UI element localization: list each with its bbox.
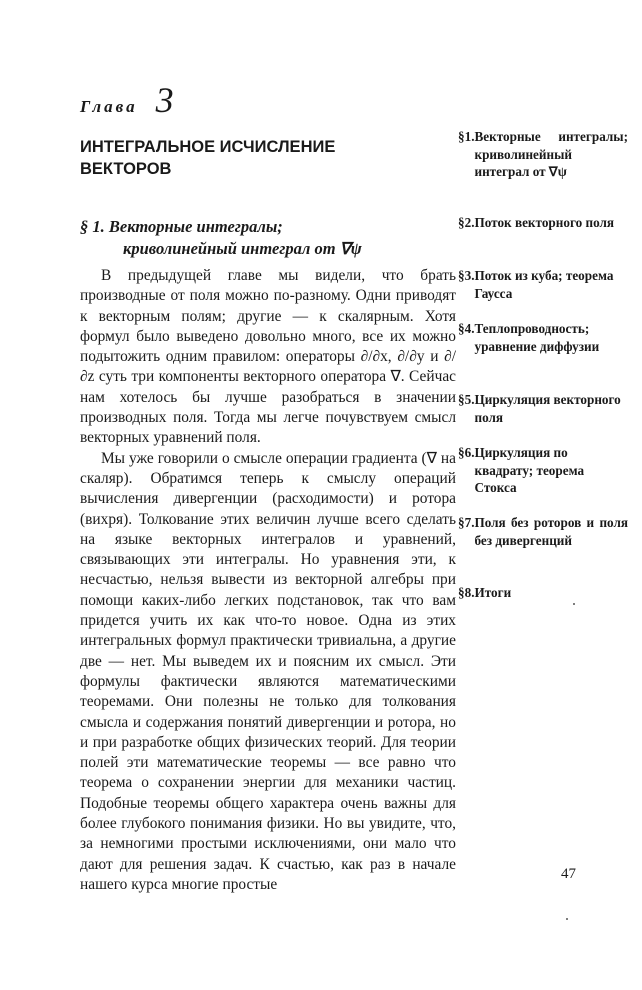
toc-item-8 [458, 584, 628, 602]
toc-item-4 [458, 320, 628, 355]
toc-number: §4. [458, 321, 475, 336]
toc-item-7 [458, 514, 628, 549]
section-heading [80, 216, 460, 260]
toc-item-5 [458, 391, 628, 426]
chapter-number: 3 [155, 80, 174, 120]
section-heading-line-1: § 1. Векторные интегралы; [80, 217, 283, 236]
toc-title: Поток векторного поля [474, 215, 615, 230]
toc-number: §8. [458, 585, 475, 600]
chapter-title-line-1: ИНТЕГРАЛЬНОЕ ИСЧИСЛЕНИЕ [80, 138, 336, 156]
toc-title: Циркуляция векторного поля [474, 392, 621, 425]
body-text [80, 266, 456, 895]
toc-title: Поля без роторов и поля без дивергенций [474, 515, 628, 548]
toc-title: Итоги [474, 585, 512, 600]
chapter-title [80, 136, 380, 180]
toc-title: Циркуляция по квадрату; теорема Стокса [474, 445, 585, 496]
toc-item-1 [458, 128, 628, 181]
print-speck [573, 603, 575, 605]
page-number: 47 [561, 866, 576, 882]
paragraph-1: В предыдущей главе мы видели, что брать производные от поля можно по-разному. Одни приводят к векторным полям; другие — к скалярным. Хотя формул было выведено довольно много, все их можно подытожить одним правилом: операторы ∂/∂x, ∂/∂y и ∂/∂z суть три компоненты векторного оператора ∇. Сейчас нам хотелось бы лучше разобраться в значении производных поля. Тогда мы легче почувствуем смысл векторных уравнений поля. [80, 267, 456, 447]
chapter-label [80, 82, 174, 118]
toc-number: §7. [458, 515, 475, 530]
chapter-title-line-2: ВЕКТОРОВ [80, 160, 172, 178]
toc-title: Векторные интегралы; криволинейный интеграл от ∇ψ [474, 129, 628, 180]
toc-item-3 [458, 267, 628, 302]
toc-title: Поток из куба; теорема Гаусса [474, 268, 614, 301]
section-heading-line-2: криволинейный интеграл от ∇ψ [123, 239, 362, 258]
chapter-word: Глава [80, 97, 138, 116]
toc-item-2 [458, 214, 628, 232]
print-speck [566, 918, 568, 920]
toc-number: §3. [458, 268, 475, 283]
toc-number: §5. [458, 392, 475, 407]
toc-title: Теплопроводность; уравнение диффузии [474, 321, 600, 354]
toc-item-6 [458, 444, 628, 497]
paragraph-2: Мы уже говорили о смысле операции градиента (∇ на скаляр). Обратимся теперь к смыслу операций вычисления дивергенции (расходимости) и ротора (вихря). Толкование этих величин лучше всего сделать на языке векторных интегралов и уравнений, связывающих эти интегралы. Но уравнения эти, к несчастью, нельзя вывести из векторной алгебры при помощи каких-либо легких подстановок, так что вам придется учить их как что-то новое. Одна из этих интегральных формул практически тривиальна, а другие две — нет. Мы выведем их и поясним их смысл. Эти формулы фактически являются математическими теоремами. Они полезны не только для толкования смысла и содержания понятий дивергенции и ротора, но и при разработке общих физических теорий. Для теории полей эти математические теоремы — все равно что теорема о сохранении энергии для механики частиц. Подобные теоремы общего характера очень важны для более глубокого понимания физики. Но вы увидите, что, за немногими простыми исключениями, они мало что дают для решения задач. К счастью, как раз в начале нашего курса многие простые [80, 449, 456, 893]
toc-number: §1. [458, 129, 475, 144]
toc-number: §2. [458, 215, 475, 230]
toc-number: §6. [458, 445, 475, 460]
